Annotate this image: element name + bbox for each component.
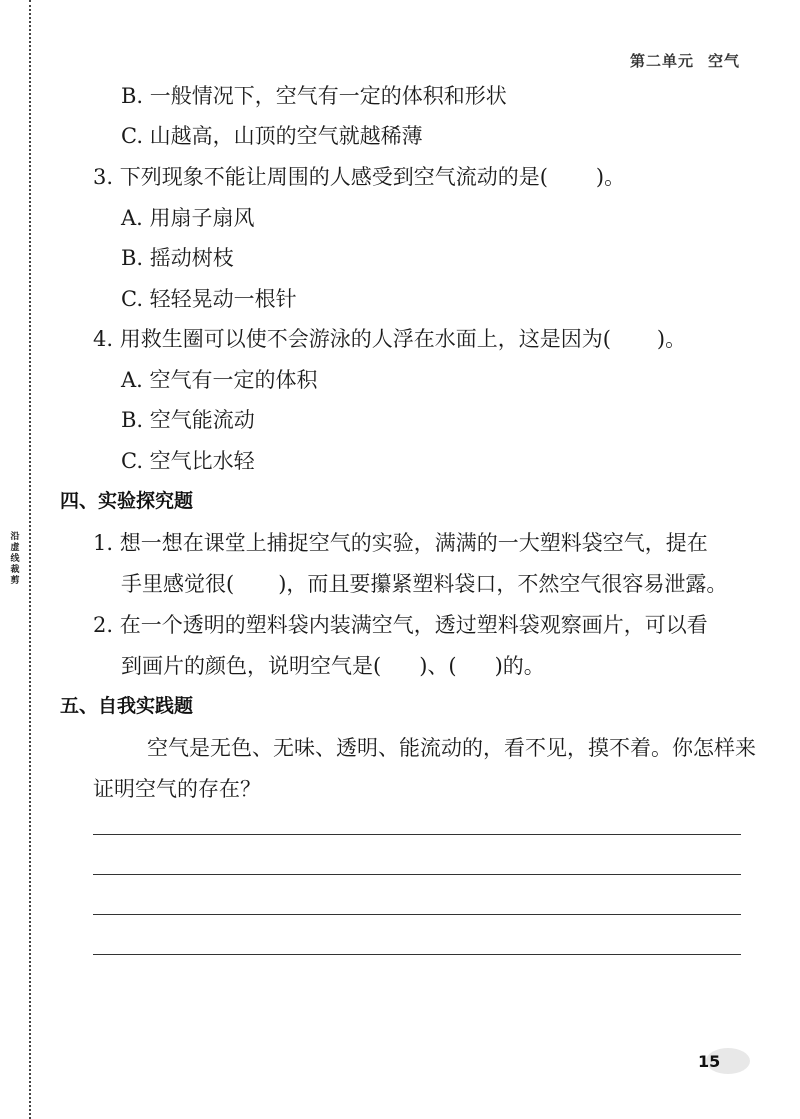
page-number: 15 <box>698 1052 721 1071</box>
answer-line-1[interactable] <box>93 834 741 835</box>
s4-q2-text-b: )、( <box>419 654 457 678</box>
unit-label: 第二单元 <box>629 52 694 70</box>
s4-q2-line2 <box>121 650 545 680</box>
s4-q1-line1: 1. 想一想在课堂上捕捉空气的实验，满满的一大塑料袋空气，提在 <box>93 531 708 555</box>
page-header <box>630 50 740 71</box>
q3-option-c: C. 轻轻晃动一根针 <box>121 287 297 311</box>
s5-prompt-line1: 空气是无色、无味、透明、能流动的，看不见，摸不着。你怎样来 <box>147 736 756 760</box>
s4-q1-line2 <box>121 568 727 598</box>
s4-q2-line1: 2. 在一个透明的塑料袋内装满空气，透过塑料袋观察画片，可以看 <box>93 613 708 637</box>
answer-line-3[interactable] <box>93 914 741 915</box>
cut-label: 沿虚线裁剪 <box>10 532 20 586</box>
q3-stem-text: 3. 下列现象不能让周围的人感受到空气流动的是( <box>93 165 548 189</box>
answer-line-4[interactable] <box>93 954 741 955</box>
q3-option-a: A. 用扇子扇风 <box>121 206 255 230</box>
q3-stem <box>93 161 625 191</box>
s5-prompt-line2: 证明空气的存在？ <box>93 777 261 801</box>
q4-option-c: C. 空气比水轻 <box>121 449 255 473</box>
q4-stem-text: 4. 用救生圈可以使不会游泳的人浮在水面上，这是因为( <box>93 327 611 351</box>
section5-title: 五、自我实践题 <box>60 695 194 717</box>
s4-q1-text-a: 手里感觉很( <box>121 572 235 596</box>
topic-label: 空气 <box>707 52 740 70</box>
q4-stem <box>93 323 686 353</box>
s4-q2-text-a: 到画片的颜色，说明空气是( <box>121 654 382 678</box>
q4-option-a: A. 空气有一定的体积 <box>121 368 318 392</box>
answer-line-2[interactable] <box>93 874 741 875</box>
s4-q2-text-c: )的。 <box>494 654 545 678</box>
q2-option-c: C. 山越高，山顶的空气就越稀薄 <box>121 124 423 148</box>
section4-title: 四、实验探究题 <box>60 490 194 512</box>
cut-dotted-line <box>29 0 31 1119</box>
q3-option-b: B. 摇动树枝 <box>121 246 234 270</box>
q4-stem-end: )。 <box>656 327 687 351</box>
q4-option-b: B. 空气能流动 <box>121 408 255 432</box>
q2-option-b: B. 一般情况下，空气有一定的体积和形状 <box>121 84 507 108</box>
q3-stem-end: )。 <box>595 165 626 189</box>
s4-q1-text-b: )，而且要攥紧塑料袋口，不然空气很容易泄露。 <box>278 572 728 596</box>
